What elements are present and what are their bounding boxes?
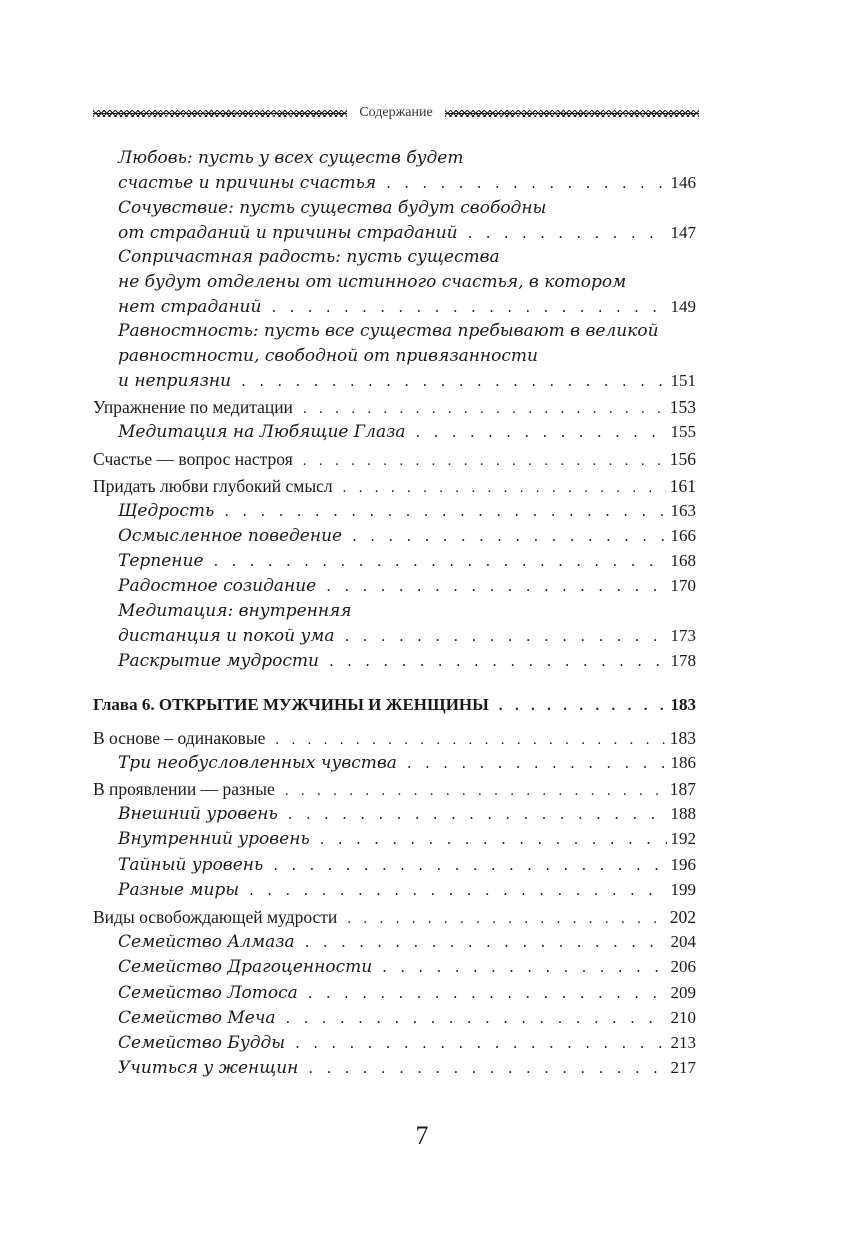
toc-entry[interactable] [118,223,696,243]
toc-entry-page: 151 [670,371,696,390]
toc-dot-leader [308,1058,666,1078]
toc-entry-title: Семейство Меча [118,1008,276,1028]
toc-entry-page: 166 [670,526,696,545]
toc-entry[interactable] [118,932,696,952]
toc-entry[interactable] [118,1033,696,1053]
toc-dot-leader [382,957,666,977]
toc-entry-title: Терпение [118,551,204,571]
toc-entry[interactable] [118,626,696,646]
toc-line: Любовь: пусть у всех существ будет [118,148,464,168]
toc-entry-title: Раскрытие мудрости [118,651,319,671]
toc-entry[interactable] [93,397,696,417]
toc-dot-leader [347,909,665,929]
toc-entry-page: 217 [670,1058,696,1077]
toc-entry[interactable] [118,1058,696,1078]
toc-dot-leader [214,551,667,571]
toc-entry-page: 161 [669,476,696,496]
toc-dot-leader [345,626,667,646]
toc-line: не будут отделены от истинного счастья, в котором [118,272,627,292]
toc-entry-title: В проявлении — разные [93,779,275,799]
toc-entry-page: 147 [670,223,696,242]
toc-entry-page: 187 [669,779,696,799]
toc-entry-title: Три необусловленных чувства [118,753,397,773]
toc-entry-page: 153 [669,397,696,417]
toc-dot-leader [305,932,667,952]
toc-dot-leader [303,451,666,471]
toc-line: Медитация: внутренняя [118,601,352,621]
toc-entry-page: 183 [670,695,696,714]
toc-entry-title: Семейство Будды [118,1033,286,1053]
toc-entry-page: 155 [670,422,696,441]
toc-entry-page: 183 [669,728,696,748]
toc-dot-leader [295,1033,666,1053]
toc-dot-leader [468,223,667,243]
toc-entry[interactable] [118,651,696,671]
toc-entry-title: от страданий и причины страданий [118,223,458,243]
toc-entry-title: Глава 6. ОТКРЫТИЕ МУЖЧИНЫ И ЖЕНЩИНЫ [93,695,489,714]
toc-entry[interactable] [118,855,696,875]
toc-dot-leader [286,1008,667,1028]
toc-dot-leader [249,880,666,900]
toc-dot-leader [343,478,666,498]
toc-entry[interactable] [118,371,696,391]
toc-entry-page: 210 [670,1008,696,1027]
toc-entry-page: 202 [669,907,696,927]
toc-dot-leader [499,696,667,716]
toc-dot-leader [320,829,667,849]
toc-entry-page: 173 [670,626,696,645]
toc-entry-title: Упражнение по медитации [93,397,293,417]
toc-entry-title: Разные миры [118,880,240,900]
toc-dot-leader [303,399,666,419]
toc-entry-page: 170 [670,576,696,595]
toc-dot-leader [288,804,667,824]
toc-entry-title: Виды освобождающей мудрости [93,907,338,927]
toc-entry[interactable] [93,728,696,748]
toc-dot-leader [271,297,666,317]
toc-entry[interactable] [118,526,696,546]
toc-entry[interactable] [93,779,696,799]
toc-entry[interactable] [118,880,696,900]
toc-entry[interactable] [118,297,696,317]
toc-entry-title: Осмысленное поведение [118,526,343,546]
toc-dot-leader [352,526,666,546]
toc-dot-leader [407,753,667,773]
toc-dot-leader [241,371,666,391]
toc-entry-page: 204 [670,932,696,951]
toc-entry-title: Придать любви глубокий смысл [93,476,333,496]
toc-entry[interactable] [118,551,696,571]
toc-entry-page: 192 [670,829,696,848]
toc-entry[interactable] [93,476,696,496]
toc-entry-page: 199 [670,880,696,899]
toc-entry-page: 188 [670,804,696,823]
toc-entry-title: Медитация на Любящие Глаза [118,422,406,442]
toc-entry[interactable] [93,449,696,469]
toc-entry-page: 206 [670,957,696,976]
toc-dot-leader [273,855,666,875]
toc-entry-title: Учиться у женщин [118,1058,299,1078]
toc-entry-title: Внутренний уровень [118,829,310,849]
toc-dot-leader [326,576,666,596]
page-number: 7 [415,1121,429,1150]
toc-entry[interactable] [118,422,696,442]
toc-entry[interactable] [118,804,696,824]
toc-entry-title: нет страданий [118,297,262,317]
toc-dot-leader [386,173,666,193]
toc-entry-title: В основе – одинаковые [93,728,266,748]
toc-entry[interactable] [118,576,696,596]
toc-entry-title: дистанция и покой ума [118,626,335,646]
toc-entry[interactable] [118,957,696,977]
toc-entry-page: 178 [670,651,696,670]
toc-entry[interactable] [118,1008,696,1028]
toc-entry-page: 196 [670,855,696,874]
toc-entry-title: счастье и причины счастья [118,173,377,193]
toc-entry[interactable] [118,753,696,773]
toc-chapter-entry[interactable] [93,695,696,715]
toc-entry-page: 149 [670,297,696,316]
toc-line: Сочувствие: пусть существа будут свободны [118,198,547,218]
toc-entry-title: Семейство Лотоса [118,983,298,1003]
toc-entry-title: Счастье — вопрос настроя [93,449,293,469]
toc-entry-title: Тайный уровень [118,855,264,875]
toc-entry-page: 213 [670,1033,696,1052]
toc-entry[interactable] [118,983,696,1003]
toc-entry-title: Семейство Алмаза [118,932,295,952]
toc-entry[interactable] [118,501,696,521]
toc-entry[interactable] [118,829,696,849]
toc-line: Сопричастная радость: пусть существа [118,247,500,267]
toc-dot-leader [329,651,667,671]
toc-entry-page: 156 [669,449,696,469]
toc-dot-leader [224,501,666,521]
toc-dot-leader [308,983,667,1003]
toc-entry-title: Внешний уровень [118,804,278,824]
toc-entry-page: 163 [670,501,696,520]
toc-line: равностности, свободной от привязанности [118,346,538,366]
toc-dot-leader [416,422,667,442]
toc-entry-page: 146 [670,173,696,192]
toc-entry-page: 168 [670,551,696,570]
toc-entry-title: Радостное созидание [118,576,317,596]
toc-line: Равностность: пусть все существа пребывают в великой [118,321,659,341]
toc-entry-title: Семейство Драгоценности [118,957,373,977]
toc-entry[interactable] [118,173,696,193]
toc-entry-page: 186 [670,753,696,772]
toc-entry-title: и неприязни [118,371,232,391]
toc-entry[interactable] [93,907,696,927]
toc-dot-leader [275,730,665,750]
toc-entry-title: Щедрость [118,501,215,521]
toc-entry-page: 209 [670,983,696,1002]
header-title: Содержание [359,105,433,120]
toc-dot-leader [285,781,666,801]
